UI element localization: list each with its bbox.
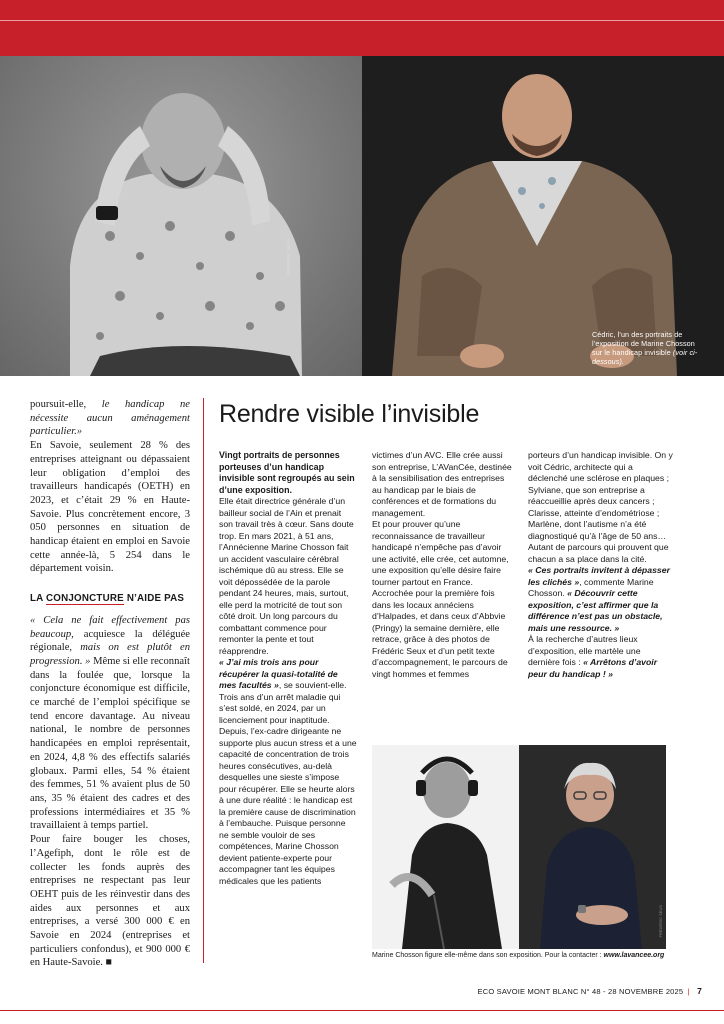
footer-page-number: 7: [697, 986, 702, 996]
section-heading-prefix: LA: [30, 593, 47, 605]
photo-cedric-portrait: [362, 56, 724, 376]
left-p1-plain: poursuit-elle,: [30, 399, 87, 410]
photo-credit-left: FRÉDÉRIC SEUX: [286, 238, 291, 275]
bottom-rule: [0, 1010, 724, 1011]
section-heading-suffix: N’AIDE PAS: [123, 593, 185, 605]
article-c1-text: , se souvient-elle. Trois ans d’un arrêt maladie qui s’est soldé, en 2024, par un licenciement pour inaptitude. Depuis, l’ex-cadre dirigeante ne supporte plus aucun stress et a une capacité de concentration de trois heures consécutives, au-delà desquelles une sieste s’impose pour récupérer. Elle se heurte alors à une dure réalité : le handicap est la première cause de discrimination à l’embauche. Puisque personne ne semble vouloir de ses compétences, Marine Chosson devient patiente-experte pour accompagner tant les équipes médicales que les patients: [219, 680, 357, 886]
left-p3-italic-b: mais on est plutôt en progression. »: [30, 642, 190, 667]
photo-caption-cedric-ref: (voir ci-dessous).: [592, 348, 698, 366]
article-c3-text-2: , commente Marine Chosson.: [528, 576, 654, 598]
left-paragraph-1: [30, 398, 190, 439]
footer-issue: N° 48 - 28 NOVEMBRE 2025: [580, 987, 684, 996]
article-c3-paragraph-3: [528, 634, 674, 680]
left-p1-italic: le handicap ne nécessite aucun aménagement particulier.»: [30, 399, 190, 438]
article-c2-paragraph-1: victimes d’un AVC. Elle crée aussi son entreprise, L’AVanCée, destinée à la sensibilisation des entreprises au handicap par le biais de conférences et de formations du management.: [372, 450, 512, 518]
photo-caption-marine-link[interactable]: www.lavancee.org: [603, 952, 665, 959]
photo-caption-cedric-text: Cédric, l’un des portraits de l’exposition de Marine Chosson sur le handicap invisible: [592, 330, 695, 357]
footer-publication: ECO SAVOIE MONT BLANC: [477, 987, 579, 996]
article-c3-text-3: À la recherche d’autres lieux d’exposition, elle martèle une dernière fois :: [528, 634, 641, 667]
article-column-2: [372, 450, 514, 680]
top-rule: [0, 20, 724, 21]
left-p3-plain-a: acquiesce la déléguée régionale,: [30, 628, 190, 654]
section-heading-conjoncture: [30, 592, 190, 606]
column-divider: [203, 398, 204, 963]
photo-caption-marine-text: Marine Chosson figure elle-même dans son exposition. Pour la contacter :: [372, 952, 602, 959]
article-c3-quote-1: « Ces portraits invitent à dépasser les clichés »: [528, 565, 670, 587]
article-headline: Rendre visible l’invisible: [219, 400, 480, 428]
article-column-3: [528, 450, 674, 680]
photo-credit-bottom: FRÉDÉRIC SEUX: [658, 905, 663, 938]
article-c2-paragraph-2: Et pour prouver qu’une reconnaissance de travailleur handicapé n’empêche pas d’avoir une activité, elle crée, cet automne, une exposition qu’elle désire faire tourner partout en France. Accrochée pour la première fois dans les locaux annéciens d’Halpades, et dans ceux d’Abbvie (Pringy) la semaine dernière, elle retrace, grâce à des photos de Frédéric Seux et d’un petit texte d’accompagnement, le parcours de vingt hommes et femmes: [372, 519, 509, 679]
photo-marine-chosson: [372, 745, 666, 949]
photo-caption-cedric: [592, 330, 700, 366]
article-c1-quote: « J’ai mis trois ans pour récupérer la quasi-totalité de mes facultés »: [219, 657, 338, 690]
left-paragraph-2: En Savoie, seulement 28 % des entreprises atteignant ou dépassaient leur obligation d’emploi des travailleurs handicapés (OETH) en 2023, et c’était 29 % en Haute-Savoie. Plus concrètement encore, 3 050 personnes en situation de handicap étaient en emploi en Savoie cette année-là, 5 254 dans le département voisin.: [30, 440, 190, 575]
article-c3-quote-3: « Arrêtons d’avoir peur du handicap ! »: [528, 657, 658, 679]
article-c1-paragraph-1: Elle était directrice générale d’un bailleur social de l’Ain et prenait son travail très à cœur. Sans doute trop. En mars 2021, à 51 ans, l’Annécienne Marine Chosson fait un accident vasculaire cérébral ischémique dû au stress. Elle se voit dépossédée de la parole pendant 24 heures, mais, surtout, elle perd la motricité de tout son côté droit. Un long parcours du combattant commence pour remonter la pente et tout réapprendre.: [219, 496, 354, 656]
left-paragraph-3: [30, 614, 190, 833]
left-p3-plain-b: Même si elle reconnaît dans la foulée que, lorsque la conjoncture économique est difficile, ce marché de l’emploi spécifique se tend encore davantage. Au niveau national, le nombre de personnes handicapées en emploi représentait, en 2024, 4,8 % des effectifs salariés globaux. Parmi elles, 54 % étaient des femmes, 51 % avaient plus de 50 ans, 35 % étaient des cadres et des professions intermédiaires et 35 % travaillaient à temps partiel.: [30, 655, 190, 832]
left-p3-italic-a: « Cela ne fait effectivement pas beaucoup,: [30, 614, 190, 640]
article-column-1: [219, 450, 357, 887]
article-c1-paragraph-2: [219, 657, 357, 887]
left-paragraph-4: Pour faire bouger les choses, l’Agefiph, dont le rôle est de collecter les fonds auprès des entreprises ne respectant pas leur OEHT puis de les réinvestir dans des aides aux personnes et aux entreprises, a versé 300 000 € en Savoie en 2024 (entreprises et particuliers confondus), et 900 000 € en Haute-Savoie. ■: [30, 834, 190, 969]
section-heading-underlined: CONJONCTURE: [46, 593, 124, 605]
footer-separator: |: [687, 987, 690, 996]
photo-caption-marine: [372, 951, 672, 960]
left-column-article-continuation: [30, 398, 190, 970]
article-lead: Vingt portraits de personnes porteuses d’un handicap invisible sont regroupés au sein d’une exposition.: [219, 450, 355, 495]
page-footer: [478, 986, 702, 996]
article-c3-quote-2: « Découvrir cette exposition, c’est affirmer que la différence n’est pas un obstacle, mais une ressource. »: [528, 588, 663, 633]
photo-man-hands-on-head: [0, 56, 362, 376]
article-c3-paragraph-1: porteurs d’un handicap invisible. On y voit Cédric, architecte qui a déclenché une sclérose en plaques ; Sylviane, que son entreprise a réaccueillie après deux cancers ; Clarisse, atteinte d’endométriose ; Marlène, dont l’autisme n’a été diagnostiqué qu’à l’âge de 50 ans… Autant de parcours qui prouvent que chacun a sa place dans la cité.: [528, 450, 673, 564]
article-c3-paragraph-2: [528, 565, 674, 634]
top-color-band: [0, 0, 724, 56]
